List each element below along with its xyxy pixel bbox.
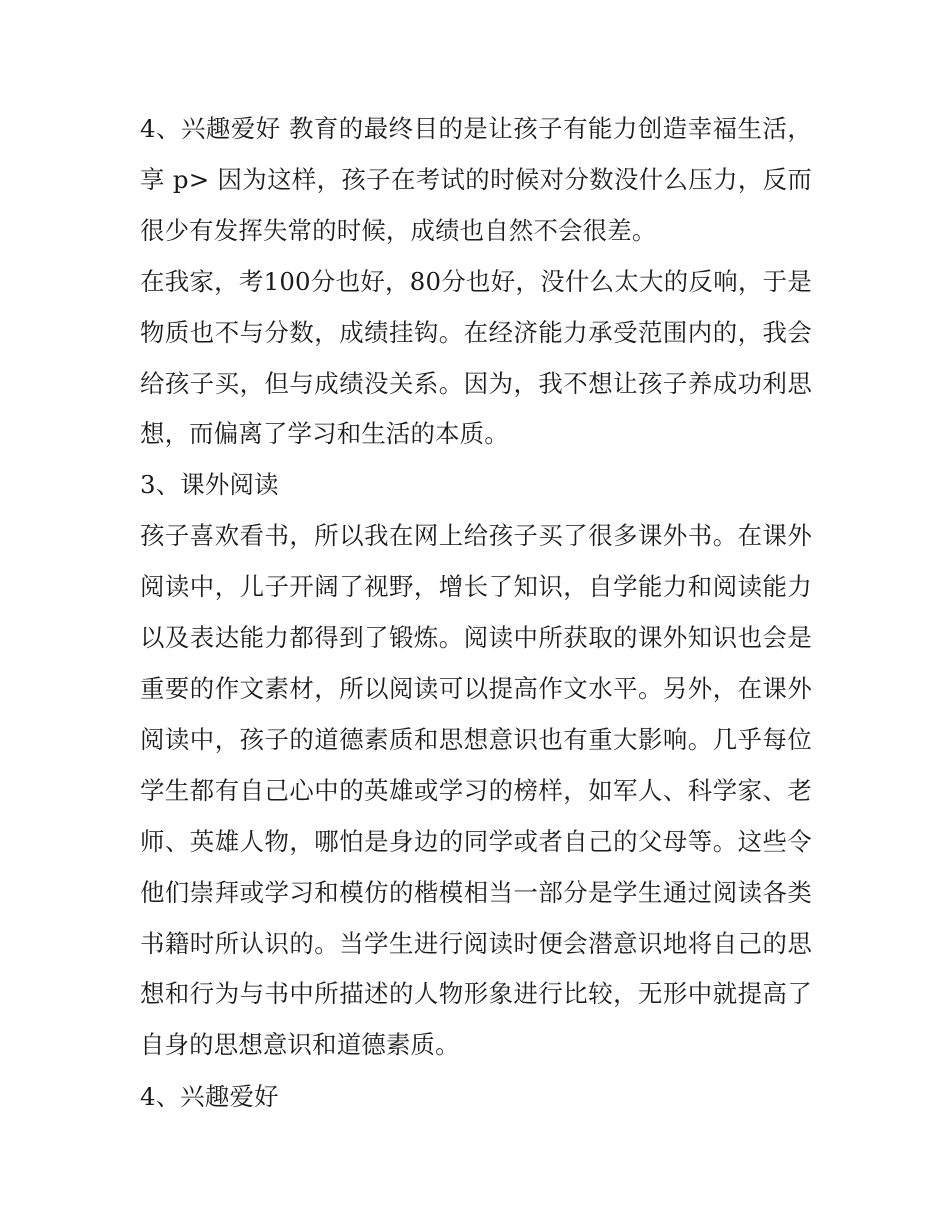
paragraph-reading-benefits: 孩子喜欢看书，所以我在网上给孩子买了很多课外书。在课外阅读中，儿子开阔了视野，增长了知识，自学能力和阅读能力以及表达能力都得到了锻炼。阅读中所获取的课外知识也会是重要的作文素材，所以阅读可以提高作文水平。另外，在课外阅读中，孩子的道德素质和思想意识也有重大影响。几乎每位学生都有自己心中的英雄或学习的榜样，如军人、科学家、老师、英雄人物，哪怕是身边的同学或者自己的父母等。这些令他们崇拜或学习和模仿的楷模相当一部分是学生通过阅读各类书籍时所认识的。当学生进行阅读时便会潜意识地将自己的思想和行为与书中所描述的人物形象进行比较，无形中就提高了自身的思想意识和道德素质。 <box>140 521 812 1060</box>
paragraph-score-attitude: 在我家，考100分也好，80分也好，没什么太大的反响，于是物质也不与分数，成绩挂钩。在经济能力承受范围内的，我会给孩子买，但与成绩没关系。因为，我不想让孩子养成功利思想，而偏离了学习和生活的本质。 <box>140 266 812 449</box>
document-body <box>140 104 812 1123</box>
heading-interests-hobbies: 4、兴趣爱好 <box>140 1082 279 1112</box>
paragraph-interest-intro: 4、兴趣爱好 教育的最终目的是让孩子有能力创造幸福生活，享 p> 因为这样，孩子在考试的时候对分数没什么压力，反而很少有发挥失常的时候，成绩也自然不会很差。 <box>140 114 812 245</box>
heading-extracurricular-reading: 3、课外阅读 <box>140 470 279 500</box>
